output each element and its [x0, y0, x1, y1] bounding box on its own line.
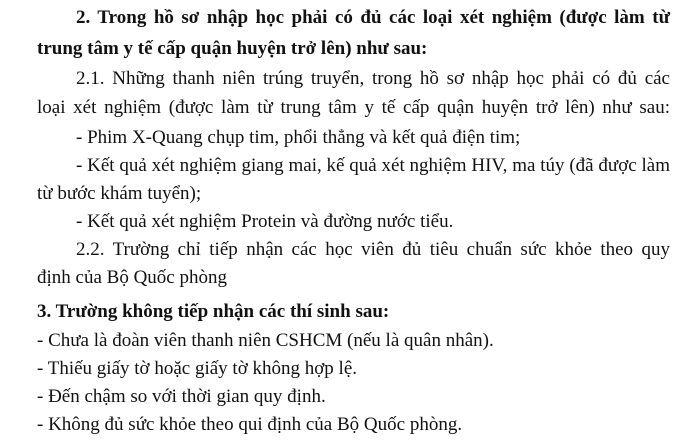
bullet-test-results-line-1: - Kết quả xét nghiệm giang mai, kế quả xét nghiệm HIV, ma túy (đã được làm — [76, 155, 670, 176]
paragraph-2-2-line-2: định của Bộ Quốc phòng — [37, 267, 227, 288]
section-3-heading: 3. Trường không tiếp nhận các thí sinh sau: — [37, 301, 390, 322]
bullet-xray: - Phim X-Quang chụp tim, phổi thẳng và kết quả điện tim; — [76, 127, 521, 148]
list-item: - Thiếu giấy tờ hoặc giấy tờ không hợp lệ. — [37, 358, 358, 379]
paragraph-2-2-line-1: 2.2. Trường chỉ tiếp nhận các học viên đủ tiêu chuẩn sức khỏe theo quy — [76, 239, 670, 260]
section-2-heading-line-1: 2. Trong hồ sơ nhập học phải có đủ các loại xét nghiệm (được làm từ — [76, 7, 670, 28]
paragraph-2-1-line-2: loại xét nghiệm (được làm từ trung tâm y tế cấp quận huyện trở lên) như sau: — [37, 97, 670, 118]
section-2-heading-line-2: trung tâm y tế cấp quận huyện trở lên) như sau: — [37, 38, 428, 59]
paragraph-2-1-line-1: 2.1. Những thanh niên trúng truyển, trong hồ sơ nhập học phải có đủ các — [76, 68, 670, 89]
bullet-protein: - Kết quả xét nghiệm Protein và đường nước tiểu. — [76, 211, 454, 232]
list-item: - Đến chậm so với thời gian quy định. — [37, 386, 326, 407]
list-item: - Chưa là đoàn viên thanh niên CSHCM (nếu là quân nhân). — [37, 330, 494, 351]
bullet-test-results-line-2: từ bước khám tuyển); — [37, 183, 202, 204]
list-item: - Không đủ sức khỏe theo qui định của Bộ Quốc phòng. — [37, 414, 463, 435]
